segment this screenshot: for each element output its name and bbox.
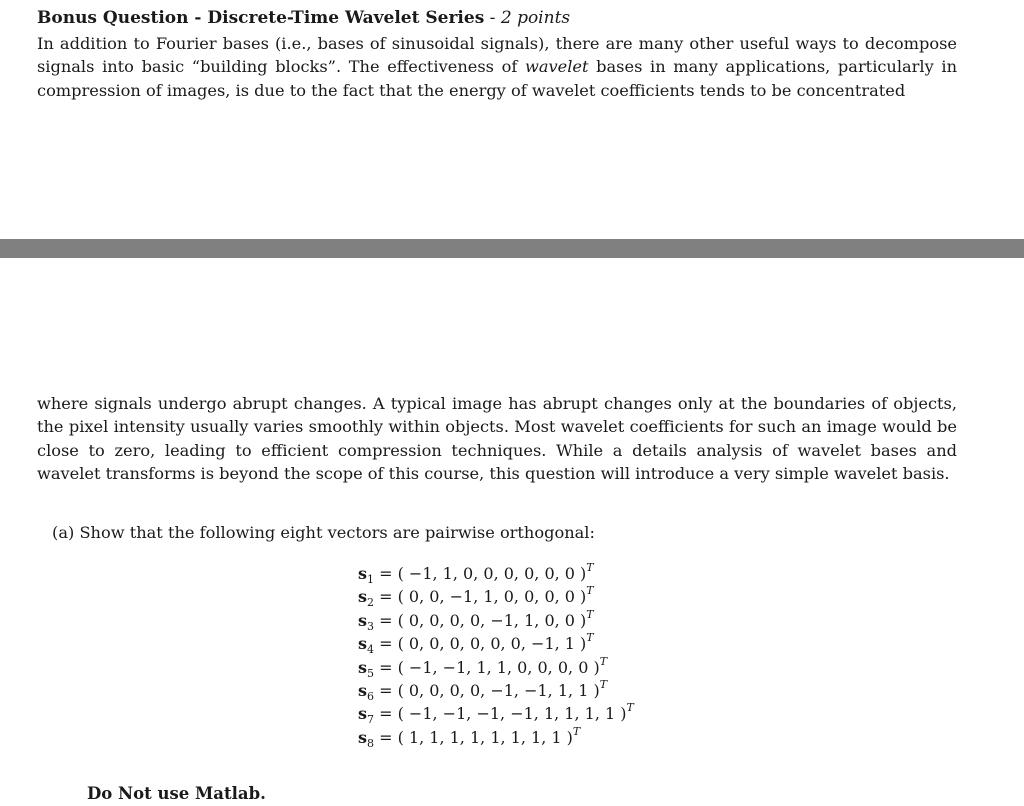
vector-name: $s_2$ <box>358 587 375 610</box>
vector-values: = ( 1, 1, 1, 1, 1, 1, 1, 1 ) <box>374 727 573 747</box>
transpose-mark: T <box>572 724 581 738</box>
vector-values: = ( 0, 0, 0, 0, −1, 1, 0, 0 ) <box>374 610 587 630</box>
part-a-label: (a) <box>52 523 75 542</box>
part-a-text: Show that the following eight vectors are pairwise orthogonal: <box>79 523 595 542</box>
vector-name: $s_8$ <box>358 727 375 750</box>
matlab-note: Do Not use Matlab. <box>87 784 266 803</box>
vector-row <box>358 656 634 679</box>
transpose-mark: T <box>586 607 594 621</box>
transpose-mark: T <box>599 677 608 691</box>
vector-name: $s_3$ <box>358 610 375 633</box>
vector-name: $s_6$ <box>358 680 375 704</box>
vector-values: = ( −1, −1, −1, −1, 1, 1, 1, 1 ) <box>374 704 627 724</box>
vector-values: = ( 0, 0, 0, 0, −1, −1, 1, 1 ) <box>374 680 600 700</box>
transpose-mark: T <box>586 631 594 645</box>
vector-row <box>358 585 634 608</box>
vector-row <box>358 702 634 725</box>
vector-values: = ( 0, 0, −1, 1, 0, 0, 0, 0 ) <box>374 587 587 607</box>
title-separator: - <box>484 8 501 28</box>
part-a <box>52 521 595 544</box>
transpose-mark: T <box>599 654 608 668</box>
intro-paragraph <box>37 32 957 102</box>
vector-row <box>358 679 634 702</box>
page-divider-bar <box>0 239 1024 258</box>
intro-text-before: In addition to Fourier bases (i.e., bases of sinusoidal signals), there are many other useful ways to decompose signals into basic “building blocks”. The effectiveness of <box>37 34 957 77</box>
vector-values: = ( 0, 0, 0, 0, 0, 0, −1, 1 ) <box>374 634 587 654</box>
vector-name: $s_1$ <box>358 564 375 587</box>
intro-emphasis: wavelet <box>525 57 589 77</box>
vector-row <box>358 726 634 749</box>
transpose-mark: T <box>586 584 594 598</box>
body-paragraph: where signals undergo abrupt changes. A typical image has abrupt changes only at the boundaries of objects, the pixel intensity usually varies smoothly within objects. Most wavelet coefficients for such an image would be close to zero, leading to efficient compression techniques. While a details analysis of wavelet bases and wavelet transforms is beyond the scope of this course, this question will introduce a very simple wavelet basis. <box>37 394 957 484</box>
vector-list <box>358 562 634 749</box>
vector-name: $s_7$ <box>358 704 375 727</box>
vector-row <box>358 562 634 585</box>
transpose-mark: T <box>586 561 594 574</box>
vector-values: = ( −1, 1, 0, 0, 0, 0, 0, 0 ) <box>374 564 587 583</box>
vector-values: = ( −1, −1, 1, 1, 0, 0, 0, 0 ) <box>374 657 600 677</box>
vector-row <box>358 632 634 655</box>
vector-name: $s_5$ <box>358 657 375 680</box>
question-title <box>37 7 957 30</box>
intro-text-after: bases in many applications, particularly in compression of images, is due to the fact that the energy of wavelet coefficients tends to be concentrated <box>37 57 958 100</box>
vector-name: $s_4$ <box>358 634 375 657</box>
title-heading: Bonus Question - Discrete-Time Wavelet Series <box>37 8 485 28</box>
title-points: 2 points <box>500 8 571 28</box>
transpose-mark: T <box>626 701 634 715</box>
vector-row <box>358 609 634 632</box>
